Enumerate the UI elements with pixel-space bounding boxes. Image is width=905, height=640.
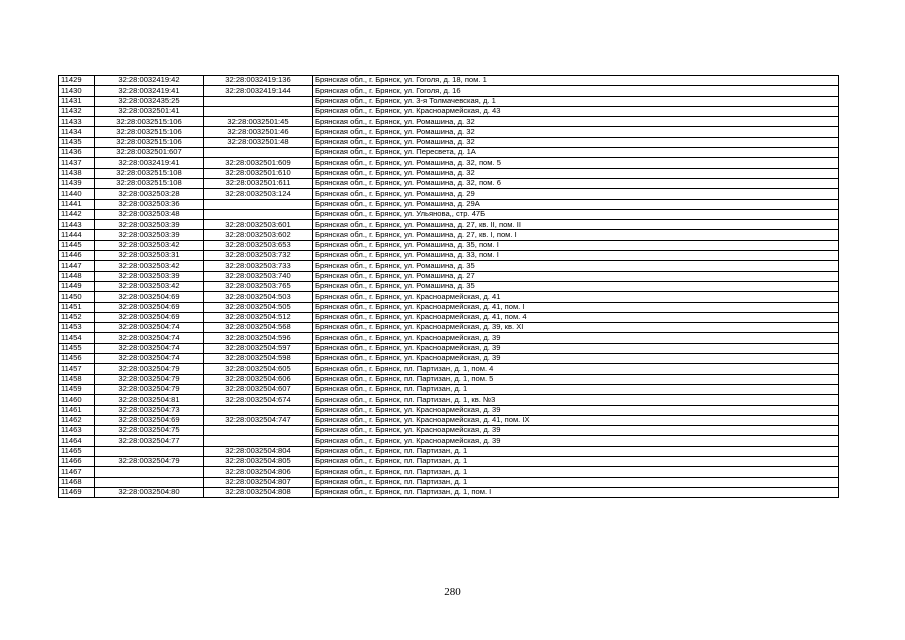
table-row [59, 426, 839, 436]
row-number-cell: 11461 [59, 405, 95, 415]
table-row [59, 86, 839, 96]
object-cadastral-number-cell: 32:28:0032503:740 [204, 271, 313, 281]
address-cell: Брянская обл., г. Брянск, ул. Ромашина, д. 35 [313, 261, 839, 271]
object-cadastral-number-cell: 32:28:0032503:732 [204, 251, 313, 261]
object-cadastral-number-cell: 32:28:0032504:607 [204, 384, 313, 394]
row-number-cell: 11450 [59, 292, 95, 302]
address-cell: Брянская обл., г. Брянск, ул. Ромашина, д. 32 [313, 117, 839, 127]
address-cell: Брянская обл., г. Брянск, ул. Пересвета, д. 1А [313, 148, 839, 158]
land-cadastral-number-cell: 32:28:0032503:42 [95, 281, 204, 291]
address-cell: Брянская обл., г. Брянск, ул. Ромашина, д. 32, пом. 5 [313, 158, 839, 168]
object-cadastral-number-cell: 32:28:0032504:806 [204, 467, 313, 477]
table-row [59, 96, 839, 106]
address-cell: Брянская обл., г. Брянск, ул. Красноармейская, д. 39 [313, 343, 839, 353]
row-number-cell: 11460 [59, 395, 95, 405]
object-cadastral-number-cell: 32:28:0032503:602 [204, 230, 313, 240]
land-cadastral-number-cell: 32:28:0032515:106 [95, 127, 204, 137]
land-cadastral-number-cell: 32:28:0032504:74 [95, 354, 204, 364]
row-number-cell: 11465 [59, 446, 95, 456]
address-cell: Брянская обл., г. Брянск, ул. Ромашина, д. 29 [313, 189, 839, 199]
row-number-cell: 11469 [59, 487, 95, 497]
address-cell: Брянская обл., г. Брянск, пл. Партизан, д. 1 [313, 446, 839, 456]
row-number-cell: 11466 [59, 456, 95, 466]
land-cadastral-number-cell [95, 446, 204, 456]
land-cadastral-number-cell: 32:28:0032419:41 [95, 158, 204, 168]
row-number-cell: 11432 [59, 106, 95, 116]
table-row [59, 271, 839, 281]
page-number: 280 [444, 586, 461, 598]
address-cell: Брянская обл., г. Брянск, ул. Красноармейская, д. 41, пом. 4 [313, 312, 839, 322]
table-row [59, 220, 839, 230]
address-cell: Брянская обл., г. Брянск, ул. Ромашина, д. 35, пом. I [313, 240, 839, 250]
object-cadastral-number-cell: 32:28:0032504:674 [204, 395, 313, 405]
address-cell: Брянская обл., г. Брянск, ул. Ромашина, д. 32, пом. 6 [313, 178, 839, 188]
row-number-cell: 11449 [59, 281, 95, 291]
table-row [59, 106, 839, 116]
object-cadastral-number-cell: 32:28:0032504:568 [204, 323, 313, 333]
registry-table [58, 75, 839, 498]
table-row [59, 354, 839, 364]
table-row [59, 251, 839, 261]
object-cadastral-number-cell: 32:28:0032503:601 [204, 220, 313, 230]
address-cell: Брянская обл., г. Брянск, ул. Ульянова,, стр. 47Б [313, 209, 839, 219]
land-cadastral-number-cell: 32:28:0032504:79 [95, 384, 204, 394]
land-cadastral-number-cell: 32:28:0032419:42 [95, 76, 204, 86]
land-cadastral-number-cell: 32:28:0032503:31 [95, 251, 204, 261]
object-cadastral-number-cell [204, 405, 313, 415]
table-row [59, 240, 839, 250]
table-row [59, 292, 839, 302]
row-number-cell: 11456 [59, 354, 95, 364]
land-cadastral-number-cell: 32:28:0032504:69 [95, 415, 204, 425]
land-cadastral-number-cell: 32:28:0032504:79 [95, 456, 204, 466]
address-cell: Брянская обл., г. Брянск, ул. 3-я Толмачевская, д. 1 [313, 96, 839, 106]
table-row [59, 168, 839, 178]
table-row [59, 199, 839, 209]
land-cadastral-number-cell: 32:28:0032504:74 [95, 323, 204, 333]
object-cadastral-number-cell [204, 199, 313, 209]
object-cadastral-number-cell: 32:28:0032504:597 [204, 343, 313, 353]
table-row [59, 374, 839, 384]
table-row [59, 446, 839, 456]
land-cadastral-number-cell: 32:28:0032504:77 [95, 436, 204, 446]
object-cadastral-number-cell [204, 106, 313, 116]
table-row [59, 384, 839, 394]
land-cadastral-number-cell: 32:28:0032504:74 [95, 333, 204, 343]
object-cadastral-number-cell: 32:28:0032419:144 [204, 86, 313, 96]
row-number-cell: 11455 [59, 343, 95, 353]
land-cadastral-number-cell: 32:28:0032503:39 [95, 230, 204, 240]
object-cadastral-number-cell [204, 426, 313, 436]
land-cadastral-number-cell: 32:28:0032515:108 [95, 178, 204, 188]
address-cell: Брянская обл., г. Брянск, ул. Ромашина, д. 35 [313, 281, 839, 291]
table-row [59, 137, 839, 147]
row-number-cell: 11448 [59, 271, 95, 281]
address-cell: Брянская обл., г. Брянск, ул. Красноармейская, д. 39 [313, 405, 839, 415]
land-cadastral-number-cell: 32:28:0032504:73 [95, 405, 204, 415]
table-body [59, 76, 839, 498]
table-row [59, 189, 839, 199]
table-row [59, 76, 839, 86]
land-cadastral-number-cell: 32:28:0032515:106 [95, 137, 204, 147]
object-cadastral-number-cell: 32:28:0032504:512 [204, 312, 313, 322]
land-cadastral-number-cell: 32:28:0032503:48 [95, 209, 204, 219]
object-cadastral-number-cell: 32:28:0032501:46 [204, 127, 313, 137]
object-cadastral-number-cell: 32:28:0032504:503 [204, 292, 313, 302]
land-cadastral-number-cell: 32:28:0032504:79 [95, 374, 204, 384]
address-cell: Брянская обл., г. Брянск, ул. Красноармейская, д. 41, пом. IX [313, 415, 839, 425]
address-cell: Брянская обл., г. Брянск, ул. Ромашина, д. 32 [313, 127, 839, 137]
object-cadastral-number-cell: 32:28:0032503:765 [204, 281, 313, 291]
object-cadastral-number-cell: 32:28:0032504:598 [204, 354, 313, 364]
row-number-cell: 11438 [59, 168, 95, 178]
land-cadastral-number-cell: 32:28:0032504:74 [95, 343, 204, 353]
row-number-cell: 11435 [59, 137, 95, 147]
address-cell: Брянская обл., г. Брянск, ул. Красноармейская, д. 41 [313, 292, 839, 302]
row-number-cell: 11447 [59, 261, 95, 271]
table-row [59, 467, 839, 477]
row-number-cell: 11464 [59, 436, 95, 446]
table-row [59, 436, 839, 446]
address-cell: Брянская обл., г. Брянск, ул. Ромашина, д. 32 [313, 137, 839, 147]
land-cadastral-number-cell: 32:28:0032503:42 [95, 240, 204, 250]
object-cadastral-number-cell: 32:28:0032504:596 [204, 333, 313, 343]
land-cadastral-number-cell: 32:28:0032515:108 [95, 168, 204, 178]
row-number-cell: 11459 [59, 384, 95, 394]
land-cadastral-number-cell: 32:28:0032503:39 [95, 220, 204, 230]
address-cell: Брянская обл., г. Брянск, пл. Партизан, д. 1 [313, 477, 839, 487]
address-cell: Брянская обл., г. Брянск, пл. Партизан, д. 1 [313, 384, 839, 394]
object-cadastral-number-cell [204, 148, 313, 158]
address-cell: Брянская обл., г. Брянск, ул. Гоголя, д. 16 [313, 86, 839, 96]
object-cadastral-number-cell: 32:28:0032503:124 [204, 189, 313, 199]
row-number-cell: 11436 [59, 148, 95, 158]
table-row [59, 333, 839, 343]
row-number-cell: 11445 [59, 240, 95, 250]
object-cadastral-number-cell: 32:28:0032504:605 [204, 364, 313, 374]
address-cell: Брянская обл., г. Брянск, ул. Ромашина, д. 27 [313, 271, 839, 281]
address-cell: Брянская обл., г. Брянск, ул. Красноармейская, д. 43 [313, 106, 839, 116]
row-number-cell: 11440 [59, 189, 95, 199]
land-cadastral-number-cell: 32:28:0032504:79 [95, 364, 204, 374]
row-number-cell: 11443 [59, 220, 95, 230]
object-cadastral-number-cell: 32:28:0032504:606 [204, 374, 313, 384]
object-cadastral-number-cell [204, 436, 313, 446]
row-number-cell: 11442 [59, 209, 95, 219]
row-number-cell: 11468 [59, 477, 95, 487]
row-number-cell: 11441 [59, 199, 95, 209]
address-cell: Брянская обл., г. Брянск, ул. Красноармейская, д. 41, пом. I [313, 302, 839, 312]
address-cell: Брянская обл., г. Брянск, ул. Красноармейская, д. 39 [313, 354, 839, 364]
row-number-cell: 11431 [59, 96, 95, 106]
object-cadastral-number-cell: 32:28:0032501:609 [204, 158, 313, 168]
table-row [59, 312, 839, 322]
object-cadastral-number-cell: 32:28:0032501:610 [204, 168, 313, 178]
row-number-cell: 11429 [59, 76, 95, 86]
land-cadastral-number-cell: 32:28:0032504:69 [95, 302, 204, 312]
table-row [59, 117, 839, 127]
land-cadastral-number-cell: 32:28:0032503:42 [95, 261, 204, 271]
object-cadastral-number-cell: 32:28:0032504:805 [204, 456, 313, 466]
land-cadastral-number-cell: 32:28:0032435:25 [95, 96, 204, 106]
table-row [59, 364, 839, 374]
object-cadastral-number-cell: 32:28:0032504:804 [204, 446, 313, 456]
address-cell: Брянская обл., г. Брянск, ул. Красноармейская, д. 39 [313, 333, 839, 343]
object-cadastral-number-cell: 32:28:0032503:733 [204, 261, 313, 271]
address-cell: Брянская обл., г. Брянск, пл. Партизан, д. 1 [313, 467, 839, 477]
row-number-cell: 11434 [59, 127, 95, 137]
row-number-cell: 11444 [59, 230, 95, 240]
table-row [59, 395, 839, 405]
table-row [59, 415, 839, 425]
land-cadastral-number-cell: 32:28:0032419:41 [95, 86, 204, 96]
address-cell: Брянская обл., г. Брянск, ул. Ромашина, д. 27, кв. II, пом. II [313, 220, 839, 230]
row-number-cell: 11439 [59, 178, 95, 188]
address-cell: Брянская обл., г. Брянск, ул. Ромашина, д. 27, кв. I, пом. I [313, 230, 839, 240]
address-cell: Брянская обл., г. Брянск, ул. Ромашина, д. 33, пом. I [313, 251, 839, 261]
row-number-cell: 11462 [59, 415, 95, 425]
address-cell: Брянская обл., г. Брянск, пл. Партизан, д. 1 [313, 456, 839, 466]
land-cadastral-number-cell [95, 477, 204, 487]
table-row [59, 178, 839, 188]
table-row [59, 405, 839, 415]
row-number-cell: 11451 [59, 302, 95, 312]
row-number-cell: 11446 [59, 251, 95, 261]
address-cell: Брянская обл., г. Брянск, ул. Красноармейская, д. 39 [313, 426, 839, 436]
address-cell: Брянская обл., г. Брянск, пл. Партизан, д. 1, кв. №3 [313, 395, 839, 405]
table-row [59, 343, 839, 353]
table-row [59, 127, 839, 137]
object-cadastral-number-cell: 32:28:0032504:747 [204, 415, 313, 425]
object-cadastral-number-cell: 32:28:0032501:48 [204, 137, 313, 147]
row-number-cell: 11430 [59, 86, 95, 96]
land-cadastral-number-cell: 32:28:0032504:69 [95, 312, 204, 322]
row-number-cell: 11463 [59, 426, 95, 436]
land-cadastral-number-cell: 32:28:0032503:36 [95, 199, 204, 209]
row-number-cell: 11454 [59, 333, 95, 343]
table-row [59, 261, 839, 271]
address-cell: Брянская обл., г. Брянск, ул. Красноармейская, д. 39, кв. XI [313, 323, 839, 333]
table-row [59, 148, 839, 158]
row-number-cell: 11452 [59, 312, 95, 322]
object-cadastral-number-cell: 32:28:0032501:45 [204, 117, 313, 127]
land-cadastral-number-cell: 32:28:0032504:75 [95, 426, 204, 436]
table-row [59, 487, 839, 497]
land-cadastral-number-cell: 32:28:0032504:81 [95, 395, 204, 405]
object-cadastral-number-cell: 32:28:0032504:808 [204, 487, 313, 497]
land-cadastral-number-cell [95, 467, 204, 477]
address-cell: Брянская обл., г. Брянск, ул. Ромашина, д. 32 [313, 168, 839, 178]
table-row [59, 302, 839, 312]
table-row [59, 456, 839, 466]
table-row [59, 477, 839, 487]
address-cell: Брянская обл., г. Брянск, ул. Гоголя, д. 18, пом. 1 [313, 76, 839, 86]
land-cadastral-number-cell: 32:28:0032503:28 [95, 189, 204, 199]
row-number-cell: 11453 [59, 323, 95, 333]
object-cadastral-number-cell: 32:28:0032504:807 [204, 477, 313, 487]
row-number-cell: 11458 [59, 374, 95, 384]
object-cadastral-number-cell: 32:28:0032503:653 [204, 240, 313, 250]
land-cadastral-number-cell: 32:28:0032503:39 [95, 271, 204, 281]
row-number-cell: 11467 [59, 467, 95, 477]
land-cadastral-number-cell: 32:28:0032515:106 [95, 117, 204, 127]
table-row [59, 281, 839, 291]
object-cadastral-number-cell [204, 96, 313, 106]
row-number-cell: 11437 [59, 158, 95, 168]
table-row [59, 209, 839, 219]
address-cell: Брянская обл., г. Брянск, пл. Партизан, д. 1, пом. 5 [313, 374, 839, 384]
table-row [59, 230, 839, 240]
row-number-cell: 11457 [59, 364, 95, 374]
address-cell: Брянская обл., г. Брянск, пл. Партизан, д. 1, пом. I [313, 487, 839, 497]
land-cadastral-number-cell: 32:28:0032501:607 [95, 148, 204, 158]
address-cell: Брянская обл., г. Брянск, ул. Ромашина, д. 29А [313, 199, 839, 209]
address-cell: Брянская обл., г. Брянск, ул. Красноармейская, д. 39 [313, 436, 839, 446]
object-cadastral-number-cell: 32:28:0032504:505 [204, 302, 313, 312]
address-cell: Брянская обл., г. Брянск, пл. Партизан, д. 1, пом. 4 [313, 364, 839, 374]
land-cadastral-number-cell: 32:28:0032501:41 [95, 106, 204, 116]
row-number-cell: 11433 [59, 117, 95, 127]
table-row [59, 158, 839, 168]
land-cadastral-number-cell: 32:28:0032504:80 [95, 487, 204, 497]
land-cadastral-number-cell: 32:28:0032504:69 [95, 292, 204, 302]
object-cadastral-number-cell: 32:28:0032419:136 [204, 76, 313, 86]
table-row [59, 323, 839, 333]
object-cadastral-number-cell: 32:28:0032501:611 [204, 178, 313, 188]
object-cadastral-number-cell [204, 209, 313, 219]
